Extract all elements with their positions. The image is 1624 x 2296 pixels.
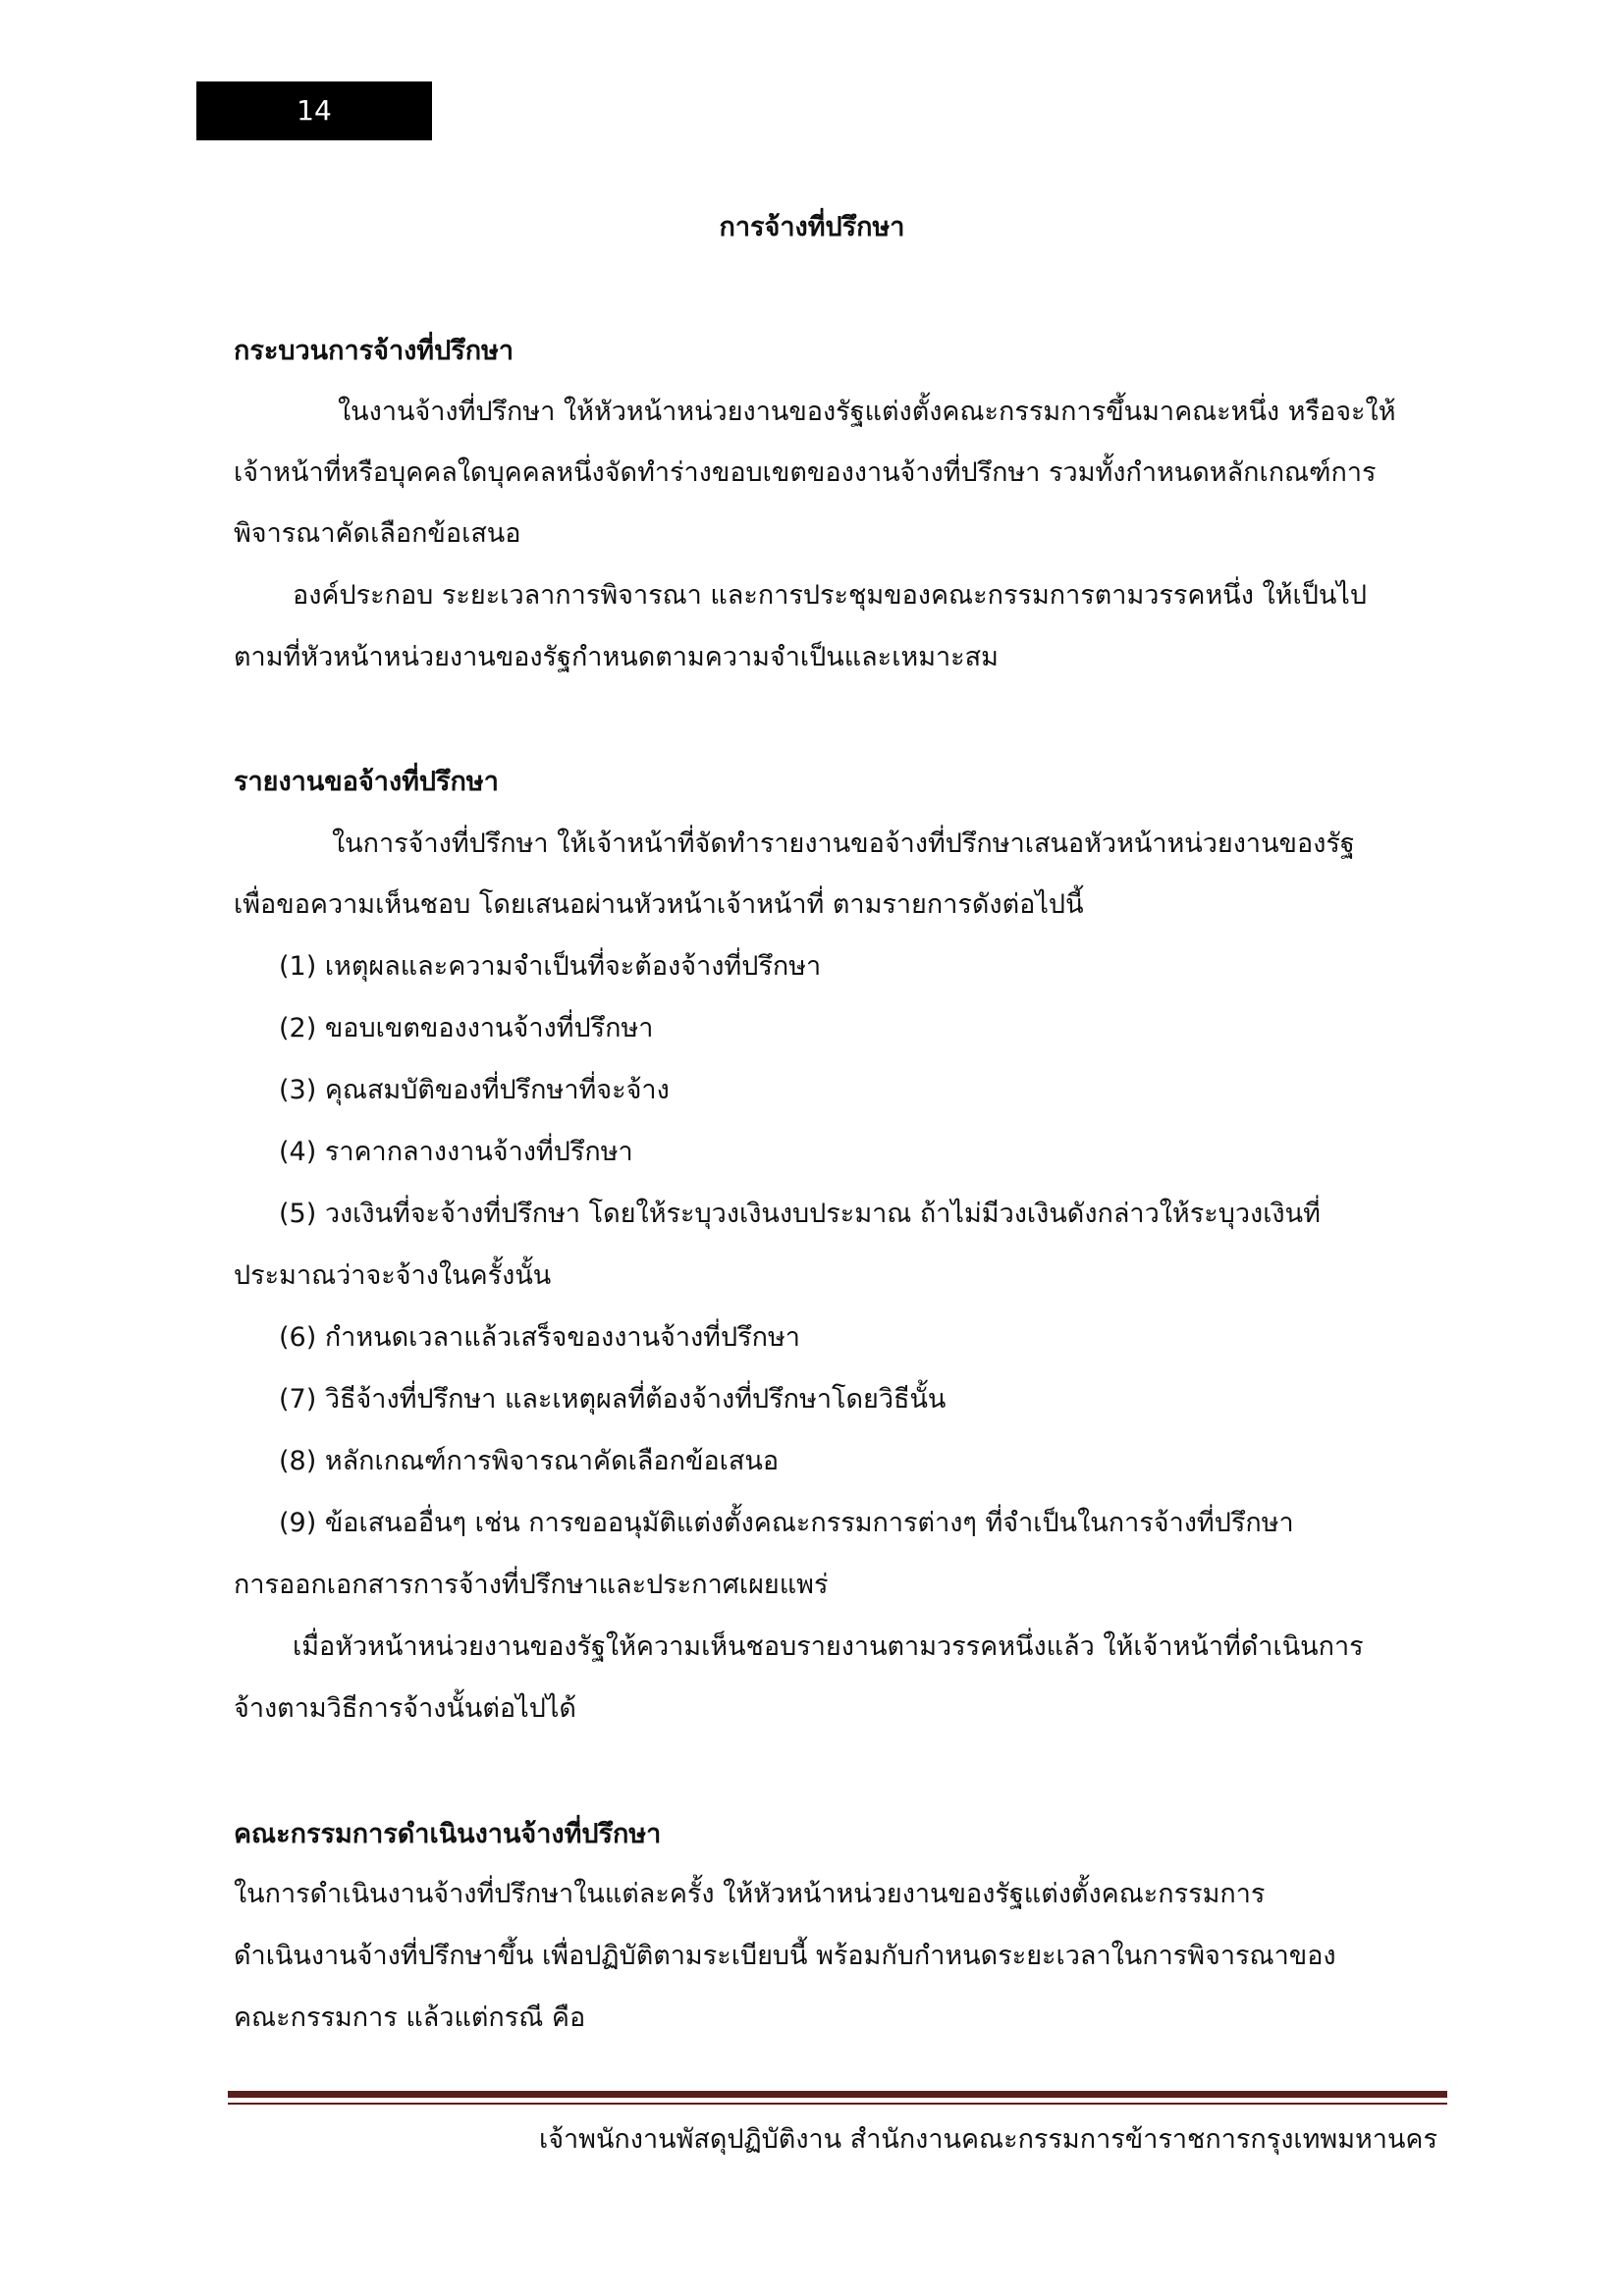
list-item: (6) กำหนดเวลาแล้วเสร็จของงานจ้างที่ปรึกษา [279,1322,800,1353]
list-item: (2) ขอบเขตของงานจ้างที่ปรึกษา [279,1013,654,1043]
list-item: (5) วงเงินที่จะจ้างที่ปรึกษา โดยให้ระบุวงเงินงบประมาณ ถ้าไม่มีวงเงินดังกล่าวให้ระบุวงเงินที่ [279,1199,1321,1229]
paragraph-line: เพื่อขอความเห็นชอบ โดยเสนอผ่านหัวหน้าเจ้าหน้าที่ ตามรายการดังต่อไปนี้ [234,889,1084,920]
paragraph-line: พิจารณาคัดเลือกข้อเสนอ [234,518,521,549]
paragraph-line: ดำเนินงานจ้างที่ปรึกษาขึ้น เพื่อปฏิบัติตามระเบียบนี้ พร้อมกับกำหนดระยะเวลาในการพิจารณาของ [234,1941,1336,1971]
footer-rule-thin [228,2103,1447,2105]
footer-rule-thick [228,2091,1447,2098]
paragraph-line: เจ้าหน้าที่หรือบุคคลใดบุคคลหนึ่งจัดทำร่างขอบเขตของงานจ้างที่ปรึกษา รวมทั้งกำหนดหลักเกณฑ์การ [234,457,1377,488]
list-item: (7) วิธีจ้างที่ปรึกษา และเหตุผลที่ต้องจ้างที่ปรึกษาโดยวิธีนั้น [279,1384,947,1415]
list-item: (9) ข้อเสนออื่นๆ เช่น การขออนุมัติแต่งตั้งคณะกรรมการต่างๆ ที่จำเป็นในการจ้างที่ปรึกษา [279,1508,1294,1538]
paragraph-line: ในการดำเนินงานจ้างที่ปรึกษาในแต่ละครั้ง ให้หัวหน้าหน่วยงานของรัฐแต่งตั้งคณะกรรมการ [234,1879,1266,1909]
footer-text: เจ้าพนักงานพัสดุปฏิบัติงาน สำนักงานคณะกรรมการข้าราชการกรุงเทพมหานคร [538,2124,1437,2155]
paragraph-line: เมื่อหัวหน้าหน่วยงานของรัฐให้ความเห็นชอบรายงานตามวรรคหนึ่งแล้ว ให้เจ้าหน้าที่ดำเนินการ [293,1631,1364,1662]
list-item: (4) ราคากลางงานจ้างที่ปรึกษา [279,1137,633,1167]
paragraph-line: จ้างตามวิธีการจ้างนั้นต่อไปได้ [234,1693,576,1724]
paragraph-line: ในการจ้างที่ปรึกษา ให้เจ้าหน้าที่จัดทำรายงานขอจ้างที่ปรึกษาเสนอหัวหน้าหน่วยงานของรัฐ [332,828,1355,859]
section-heading-consultant-process: กระบวนการจ้างที่ปรึกษา [234,336,514,366]
list-item-continuation: ประมาณว่าจะจ้างในครั้งนั้น [234,1260,552,1291]
list-item-continuation: การออกเอกสารการจ้างที่ปรึกษาและประกาศเผยแพร่ [234,1570,829,1600]
list-item: (8) หลักเกณฑ์การพิจารณาคัดเลือกข้อเสนอ [279,1446,780,1476]
paragraph-line: ตามที่หัวหน้าหน่วยงานของรัฐกำหนดตามความจำเป็นและเหมาะสม [234,642,999,672]
page-title: การจ้างที่ปรึกษา [719,212,905,242]
section-heading-operations-committee: คณะกรรมการดำเนินงานจ้างที่ปรึกษา [234,1819,662,1849]
paragraph-line: คณะกรรมการ แล้วแต่กรณี คือ [234,2002,586,2033]
list-item: (1) เหตุผลและความจำเป็นที่จะต้องจ้างที่ปรึกษา [279,951,822,982]
section-heading-hiring-report: รายงานขอจ้างที่ปรึกษา [234,767,499,797]
page-number: 14 [196,81,432,140]
paragraph-line: ในงานจ้างที่ปรึกษา ให้หัวหน้าหน่วยงานของรัฐแต่งตั้งคณะกรรมการขึ้นมาคณะหนึ่ง หรือจะให้ [338,397,1396,427]
list-item: (3) คุณสมบัติของที่ปรึกษาที่จะจ้าง [279,1075,670,1105]
paragraph-line: องค์ประกอบ ระยะเวลาการพิจารณา และการประชุมของคณะกรรมการตามวรรคหนึ่ง ให้เป็นไป [293,580,1368,611]
